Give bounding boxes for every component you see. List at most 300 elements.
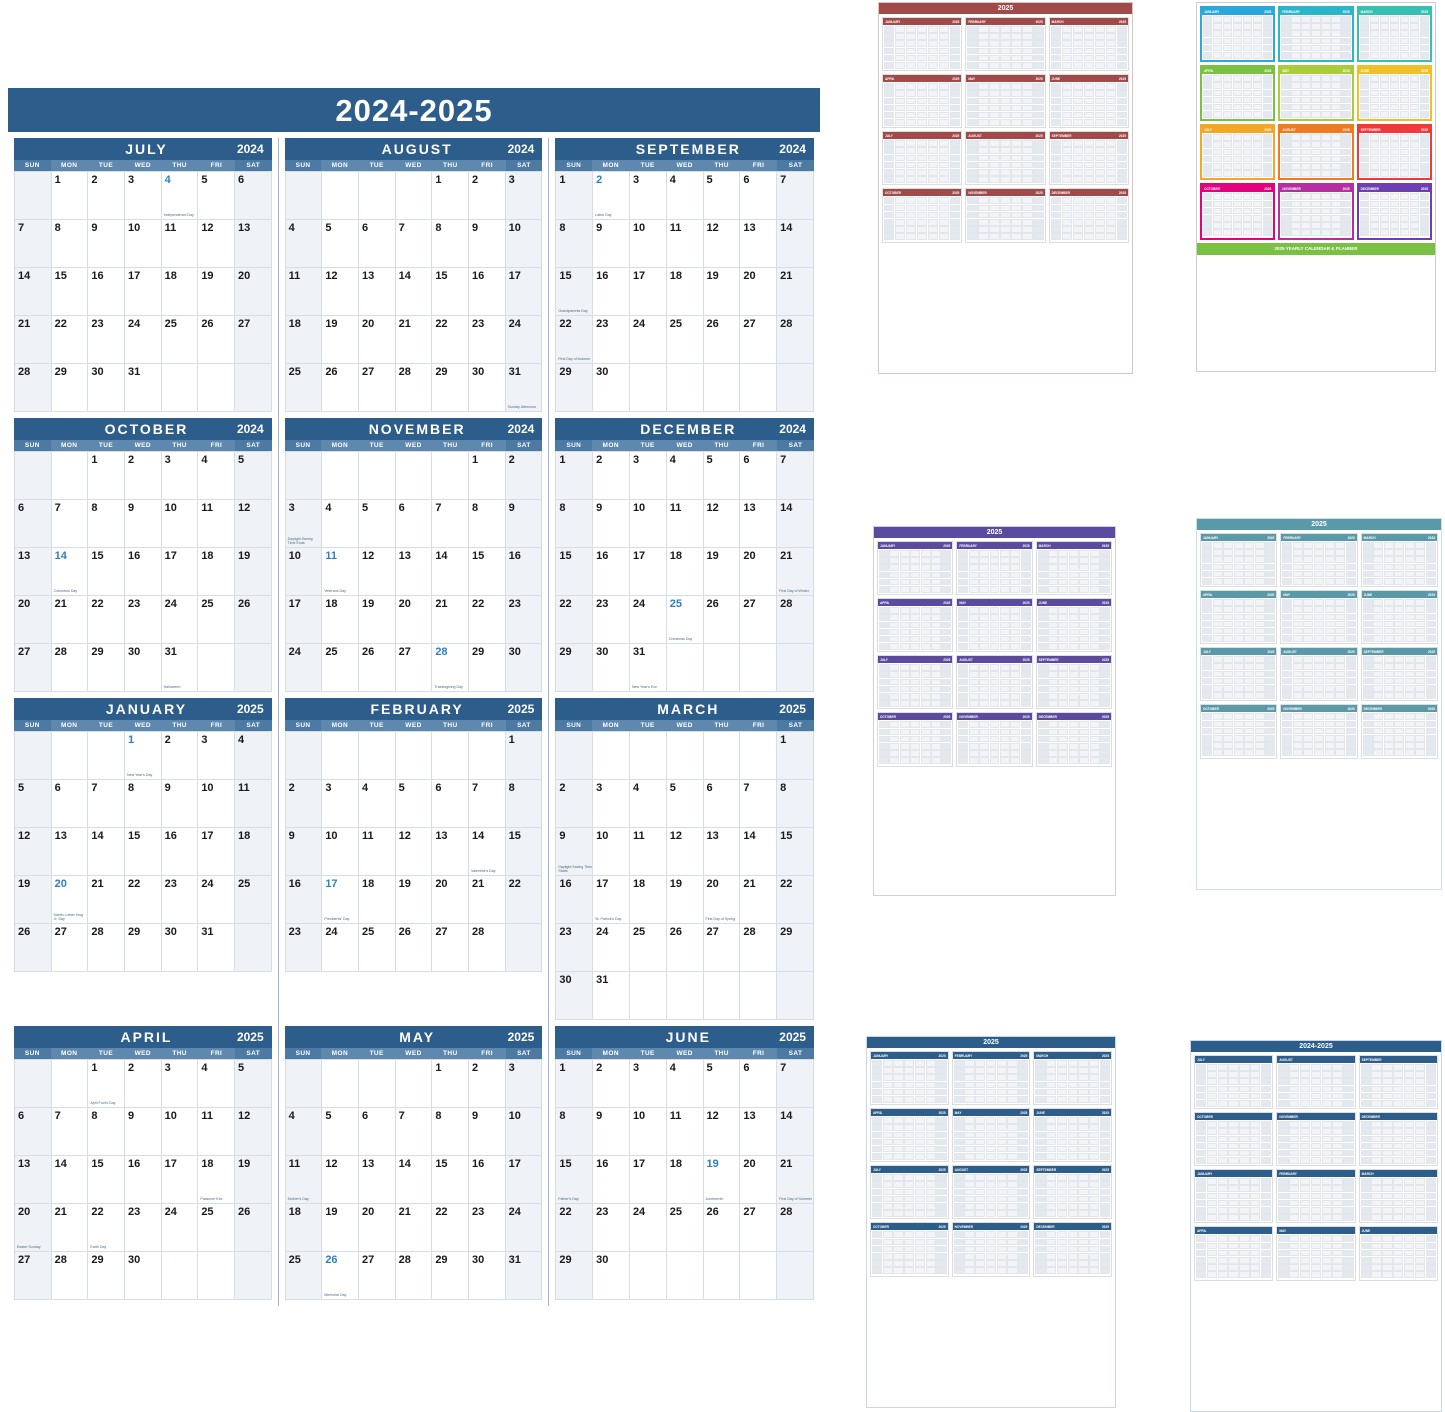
day-cell[interactable] [322, 220, 359, 268]
day-cell[interactable] [630, 924, 667, 972]
day-cell[interactable] [704, 924, 741, 972]
day-cell[interactable] [556, 1108, 593, 1156]
day-cell[interactable] [777, 1252, 814, 1300]
day-cell[interactable] [125, 220, 162, 268]
day-cell[interactable] [286, 1204, 323, 1252]
day-cell[interactable] [432, 500, 469, 548]
day-cell[interactable] [88, 1156, 125, 1204]
day-cell[interactable] [740, 1252, 777, 1300]
day-cell[interactable] [469, 316, 506, 364]
day-cell[interactable] [469, 172, 506, 220]
day-cell[interactable] [593, 268, 630, 316]
day-cell[interactable] [777, 220, 814, 268]
day-cell[interactable] [359, 268, 396, 316]
day-cell[interactable] [15, 924, 52, 972]
day-cell[interactable] [198, 316, 235, 364]
day-cell[interactable] [15, 452, 52, 500]
day-cell[interactable] [322, 500, 359, 548]
day-cell[interactable] [469, 828, 506, 876]
day-cell[interactable] [125, 876, 162, 924]
day-cell[interactable] [432, 1108, 469, 1156]
day-cell[interactable] [593, 172, 630, 220]
day-cell[interactable] [396, 1060, 433, 1108]
day-cell[interactable] [432, 220, 469, 268]
day-cell[interactable] [469, 1252, 506, 1300]
day-cell[interactable] [432, 364, 469, 412]
day-cell[interactable] [506, 452, 543, 500]
day-cell[interactable] [630, 220, 667, 268]
day-cell[interactable] [198, 924, 235, 972]
day-cell[interactable] [506, 732, 543, 780]
day-cell[interactable] [396, 172, 433, 220]
day-cell[interactable] [52, 364, 89, 412]
day-cell[interactable] [15, 316, 52, 364]
day-cell[interactable] [125, 1108, 162, 1156]
day-cell[interactable] [15, 364, 52, 412]
day-cell[interactable] [556, 972, 593, 1020]
day-cell[interactable] [235, 1060, 272, 1108]
day-cell[interactable] [469, 548, 506, 596]
day-cell[interactable] [630, 364, 667, 412]
day-cell[interactable] [740, 1108, 777, 1156]
day-cell[interactable] [432, 1060, 469, 1108]
day-cell[interactable] [162, 1156, 199, 1204]
day-cell[interactable] [469, 876, 506, 924]
day-cell[interactable] [506, 876, 543, 924]
day-cell[interactable] [52, 780, 89, 828]
day-cell[interactable] [432, 644, 469, 692]
day-cell[interactable] [235, 924, 272, 972]
day-cell[interactable] [740, 1060, 777, 1108]
day-cell[interactable] [593, 732, 630, 780]
day-cell[interactable] [740, 596, 777, 644]
thumbnail-blue-2024-2025[interactable] [1190, 1040, 1442, 1412]
day-cell[interactable] [593, 972, 630, 1020]
day-cell[interactable] [630, 500, 667, 548]
day-cell[interactable] [777, 172, 814, 220]
day-cell[interactable] [359, 1060, 396, 1108]
day-cell[interactable] [777, 732, 814, 780]
day-cell[interactable] [322, 364, 359, 412]
day-cell[interactable] [235, 828, 272, 876]
day-cell[interactable] [777, 548, 814, 596]
day-cell[interactable] [777, 316, 814, 364]
day-cell[interactable] [125, 1060, 162, 1108]
day-cell[interactable] [777, 500, 814, 548]
day-cell[interactable] [286, 732, 323, 780]
day-cell[interactable] [52, 1252, 89, 1300]
day-cell[interactable] [630, 596, 667, 644]
day-cell[interactable] [359, 1252, 396, 1300]
day-cell[interactable] [740, 500, 777, 548]
day-cell[interactable] [286, 828, 323, 876]
day-cell[interactable] [162, 1252, 199, 1300]
day-cell[interactable] [52, 548, 89, 596]
day-cell[interactable] [630, 1060, 667, 1108]
day-cell[interactable] [667, 452, 704, 500]
day-cell[interactable] [630, 644, 667, 692]
day-cell[interactable] [359, 828, 396, 876]
day-cell[interactable] [322, 1156, 359, 1204]
day-cell[interactable] [630, 1156, 667, 1204]
day-cell[interactable] [704, 172, 741, 220]
day-cell[interactable] [556, 1252, 593, 1300]
day-cell[interactable] [15, 1060, 52, 1108]
day-cell[interactable] [556, 644, 593, 692]
day-cell[interactable] [777, 596, 814, 644]
day-cell[interactable] [630, 452, 667, 500]
day-cell[interactable] [235, 1156, 272, 1204]
day-cell[interactable] [235, 644, 272, 692]
day-cell[interactable] [125, 316, 162, 364]
day-cell[interactable] [125, 644, 162, 692]
day-cell[interactable] [162, 644, 199, 692]
day-cell[interactable] [556, 548, 593, 596]
day-cell[interactable] [704, 548, 741, 596]
day-cell[interactable] [15, 596, 52, 644]
day-cell[interactable] [667, 644, 704, 692]
day-cell[interactable] [88, 452, 125, 500]
day-cell[interactable] [469, 452, 506, 500]
day-cell[interactable] [52, 1156, 89, 1204]
day-cell[interactable] [286, 316, 323, 364]
day-cell[interactable] [777, 364, 814, 412]
day-cell[interactable] [198, 644, 235, 692]
day-cell[interactable] [162, 172, 199, 220]
day-cell[interactable] [432, 1156, 469, 1204]
day-cell[interactable] [235, 1252, 272, 1300]
day-cell[interactable] [322, 452, 359, 500]
day-cell[interactable] [15, 548, 52, 596]
day-cell[interactable] [322, 1204, 359, 1252]
day-cell[interactable] [15, 1204, 52, 1252]
day-cell[interactable] [286, 268, 323, 316]
day-cell[interactable] [777, 972, 814, 1020]
day-cell[interactable] [667, 268, 704, 316]
day-cell[interactable] [593, 828, 630, 876]
day-cell[interactable] [125, 1252, 162, 1300]
day-cell[interactable] [740, 268, 777, 316]
day-cell[interactable] [777, 1060, 814, 1108]
day-cell[interactable] [396, 732, 433, 780]
day-cell[interactable] [88, 732, 125, 780]
day-cell[interactable] [704, 780, 741, 828]
day-cell[interactable] [593, 316, 630, 364]
day-cell[interactable] [704, 972, 741, 1020]
day-cell[interactable] [593, 876, 630, 924]
day-cell[interactable] [630, 780, 667, 828]
day-cell[interactable] [667, 1252, 704, 1300]
day-cell[interactable] [235, 172, 272, 220]
day-cell[interactable] [704, 1252, 741, 1300]
day-cell[interactable] [630, 1252, 667, 1300]
day-cell[interactable] [359, 172, 396, 220]
day-cell[interactable] [198, 548, 235, 596]
day-cell[interactable] [667, 172, 704, 220]
day-cell[interactable] [235, 1204, 272, 1252]
day-cell[interactable] [396, 1156, 433, 1204]
day-cell[interactable] [359, 876, 396, 924]
day-cell[interactable] [52, 924, 89, 972]
day-cell[interactable] [125, 452, 162, 500]
day-cell[interactable] [286, 644, 323, 692]
day-cell[interactable] [286, 1252, 323, 1300]
day-cell[interactable] [198, 1204, 235, 1252]
day-cell[interactable] [125, 596, 162, 644]
day-cell[interactable] [469, 1108, 506, 1156]
day-cell[interactable] [322, 732, 359, 780]
day-cell[interactable] [740, 1156, 777, 1204]
day-cell[interactable] [777, 780, 814, 828]
day-cell[interactable] [125, 828, 162, 876]
day-cell[interactable] [630, 1108, 667, 1156]
day-cell[interactable] [667, 596, 704, 644]
day-cell[interactable] [198, 828, 235, 876]
day-cell[interactable] [630, 548, 667, 596]
day-cell[interactable] [198, 1060, 235, 1108]
day-cell[interactable] [52, 1108, 89, 1156]
day-cell[interactable] [286, 500, 323, 548]
day-cell[interactable] [556, 220, 593, 268]
day-cell[interactable] [556, 364, 593, 412]
day-cell[interactable] [740, 972, 777, 1020]
day-cell[interactable] [469, 1156, 506, 1204]
day-cell[interactable] [469, 500, 506, 548]
day-cell[interactable] [667, 732, 704, 780]
day-cell[interactable] [704, 220, 741, 268]
day-cell[interactable] [286, 1060, 323, 1108]
day-cell[interactable] [667, 780, 704, 828]
day-cell[interactable] [704, 268, 741, 316]
day-cell[interactable] [396, 644, 433, 692]
day-cell[interactable] [125, 500, 162, 548]
day-cell[interactable] [469, 780, 506, 828]
day-cell[interactable] [88, 1252, 125, 1300]
day-cell[interactable] [286, 548, 323, 596]
day-cell[interactable] [88, 500, 125, 548]
day-cell[interactable] [286, 220, 323, 268]
day-cell[interactable] [396, 220, 433, 268]
day-cell[interactable] [506, 500, 543, 548]
day-cell[interactable] [740, 548, 777, 596]
day-cell[interactable] [740, 732, 777, 780]
day-cell[interactable] [469, 924, 506, 972]
day-cell[interactable] [162, 452, 199, 500]
day-cell[interactable] [593, 500, 630, 548]
day-cell[interactable] [162, 780, 199, 828]
day-cell[interactable] [667, 828, 704, 876]
day-cell[interactable] [556, 1204, 593, 1252]
day-cell[interactable] [198, 596, 235, 644]
thumbnail-rainbow-2025[interactable] [1196, 2, 1436, 372]
day-cell[interactable] [162, 924, 199, 972]
day-cell[interactable] [396, 316, 433, 364]
day-cell[interactable] [359, 924, 396, 972]
day-cell[interactable] [630, 972, 667, 1020]
thumbnail-red-2025[interactable] [878, 2, 1133, 374]
day-cell[interactable] [52, 452, 89, 500]
day-cell[interactable] [125, 548, 162, 596]
day-cell[interactable] [667, 1108, 704, 1156]
day-cell[interactable] [556, 1156, 593, 1204]
day-cell[interactable] [506, 644, 543, 692]
day-cell[interactable] [235, 500, 272, 548]
day-cell[interactable] [15, 220, 52, 268]
day-cell[interactable] [322, 548, 359, 596]
day-cell[interactable] [198, 780, 235, 828]
day-cell[interactable] [740, 780, 777, 828]
day-cell[interactable] [198, 1108, 235, 1156]
day-cell[interactable] [506, 172, 543, 220]
day-cell[interactable] [556, 172, 593, 220]
day-cell[interactable] [198, 1156, 235, 1204]
day-cell[interactable] [469, 1204, 506, 1252]
day-cell[interactable] [432, 596, 469, 644]
day-cell[interactable] [630, 172, 667, 220]
day-cell[interactable] [556, 780, 593, 828]
day-cell[interactable] [704, 1156, 741, 1204]
thumbnail-blue-2025[interactable] [866, 1036, 1116, 1408]
day-cell[interactable] [359, 644, 396, 692]
day-cell[interactable] [322, 828, 359, 876]
day-cell[interactable] [88, 780, 125, 828]
day-cell[interactable] [593, 1156, 630, 1204]
day-cell[interactable] [777, 1204, 814, 1252]
day-cell[interactable] [506, 596, 543, 644]
day-cell[interactable] [396, 548, 433, 596]
day-cell[interactable] [322, 596, 359, 644]
day-cell[interactable] [162, 268, 199, 316]
day-cell[interactable] [322, 316, 359, 364]
day-cell[interactable] [593, 644, 630, 692]
day-cell[interactable] [359, 548, 396, 596]
day-cell[interactable] [432, 924, 469, 972]
day-cell[interactable] [396, 364, 433, 412]
day-cell[interactable] [162, 316, 199, 364]
day-cell[interactable] [286, 172, 323, 220]
day-cell[interactable] [359, 1108, 396, 1156]
day-cell[interactable] [506, 780, 543, 828]
day-cell[interactable] [506, 268, 543, 316]
day-cell[interactable] [704, 644, 741, 692]
day-cell[interactable] [506, 1108, 543, 1156]
day-cell[interactable] [556, 500, 593, 548]
day-cell[interactable] [359, 316, 396, 364]
day-cell[interactable] [667, 1060, 704, 1108]
day-cell[interactable] [88, 1108, 125, 1156]
day-cell[interactable] [556, 316, 593, 364]
day-cell[interactable] [432, 452, 469, 500]
day-cell[interactable] [52, 876, 89, 924]
day-cell[interactable] [777, 1108, 814, 1156]
day-cell[interactable] [432, 876, 469, 924]
day-cell[interactable] [593, 1252, 630, 1300]
day-cell[interactable] [15, 268, 52, 316]
day-cell[interactable] [125, 364, 162, 412]
day-cell[interactable] [432, 548, 469, 596]
day-cell[interactable] [432, 316, 469, 364]
day-cell[interactable] [396, 268, 433, 316]
day-cell[interactable] [286, 780, 323, 828]
day-cell[interactable] [593, 220, 630, 268]
day-cell[interactable] [556, 1060, 593, 1108]
day-cell[interactable] [593, 924, 630, 972]
day-cell[interactable] [125, 780, 162, 828]
day-cell[interactable] [740, 1204, 777, 1252]
day-cell[interactable] [322, 172, 359, 220]
day-cell[interactable] [88, 596, 125, 644]
day-cell[interactable] [162, 732, 199, 780]
day-cell[interactable] [52, 220, 89, 268]
day-cell[interactable] [469, 220, 506, 268]
day-cell[interactable] [667, 1204, 704, 1252]
day-cell[interactable] [593, 1204, 630, 1252]
day-cell[interactable] [88, 268, 125, 316]
day-cell[interactable] [704, 500, 741, 548]
day-cell[interactable] [88, 548, 125, 596]
day-cell[interactable] [52, 316, 89, 364]
day-cell[interactable] [740, 172, 777, 220]
day-cell[interactable] [704, 364, 741, 412]
day-cell[interactable] [52, 268, 89, 316]
day-cell[interactable] [469, 732, 506, 780]
day-cell[interactable] [432, 732, 469, 780]
day-cell[interactable] [235, 876, 272, 924]
day-cell[interactable] [322, 1060, 359, 1108]
day-cell[interactable] [740, 876, 777, 924]
day-cell[interactable] [15, 780, 52, 828]
day-cell[interactable] [322, 924, 359, 972]
day-cell[interactable] [777, 828, 814, 876]
day-cell[interactable] [88, 644, 125, 692]
day-cell[interactable] [556, 924, 593, 972]
day-cell[interactable] [52, 1060, 89, 1108]
day-cell[interactable] [506, 1204, 543, 1252]
day-cell[interactable] [469, 596, 506, 644]
day-cell[interactable] [396, 452, 433, 500]
day-cell[interactable] [777, 876, 814, 924]
day-cell[interactable] [469, 1060, 506, 1108]
day-cell[interactable] [740, 220, 777, 268]
day-cell[interactable] [322, 780, 359, 828]
day-cell[interactable] [667, 220, 704, 268]
day-cell[interactable] [667, 548, 704, 596]
day-cell[interactable] [396, 876, 433, 924]
day-cell[interactable] [704, 316, 741, 364]
day-cell[interactable] [506, 1156, 543, 1204]
day-cell[interactable] [667, 316, 704, 364]
day-cell[interactable] [162, 1204, 199, 1252]
day-cell[interactable] [556, 596, 593, 644]
day-cell[interactable] [235, 364, 272, 412]
day-cell[interactable] [235, 596, 272, 644]
day-cell[interactable] [125, 924, 162, 972]
day-cell[interactable] [704, 1204, 741, 1252]
day-cell[interactable] [396, 596, 433, 644]
day-cell[interactable] [88, 220, 125, 268]
day-cell[interactable] [235, 1108, 272, 1156]
day-cell[interactable] [506, 548, 543, 596]
day-cell[interactable] [88, 172, 125, 220]
day-cell[interactable] [15, 1108, 52, 1156]
day-cell[interactable] [432, 828, 469, 876]
day-cell[interactable] [556, 828, 593, 876]
day-cell[interactable] [286, 364, 323, 412]
day-cell[interactable] [740, 924, 777, 972]
day-cell[interactable] [52, 596, 89, 644]
day-cell[interactable] [359, 1156, 396, 1204]
day-cell[interactable] [704, 828, 741, 876]
